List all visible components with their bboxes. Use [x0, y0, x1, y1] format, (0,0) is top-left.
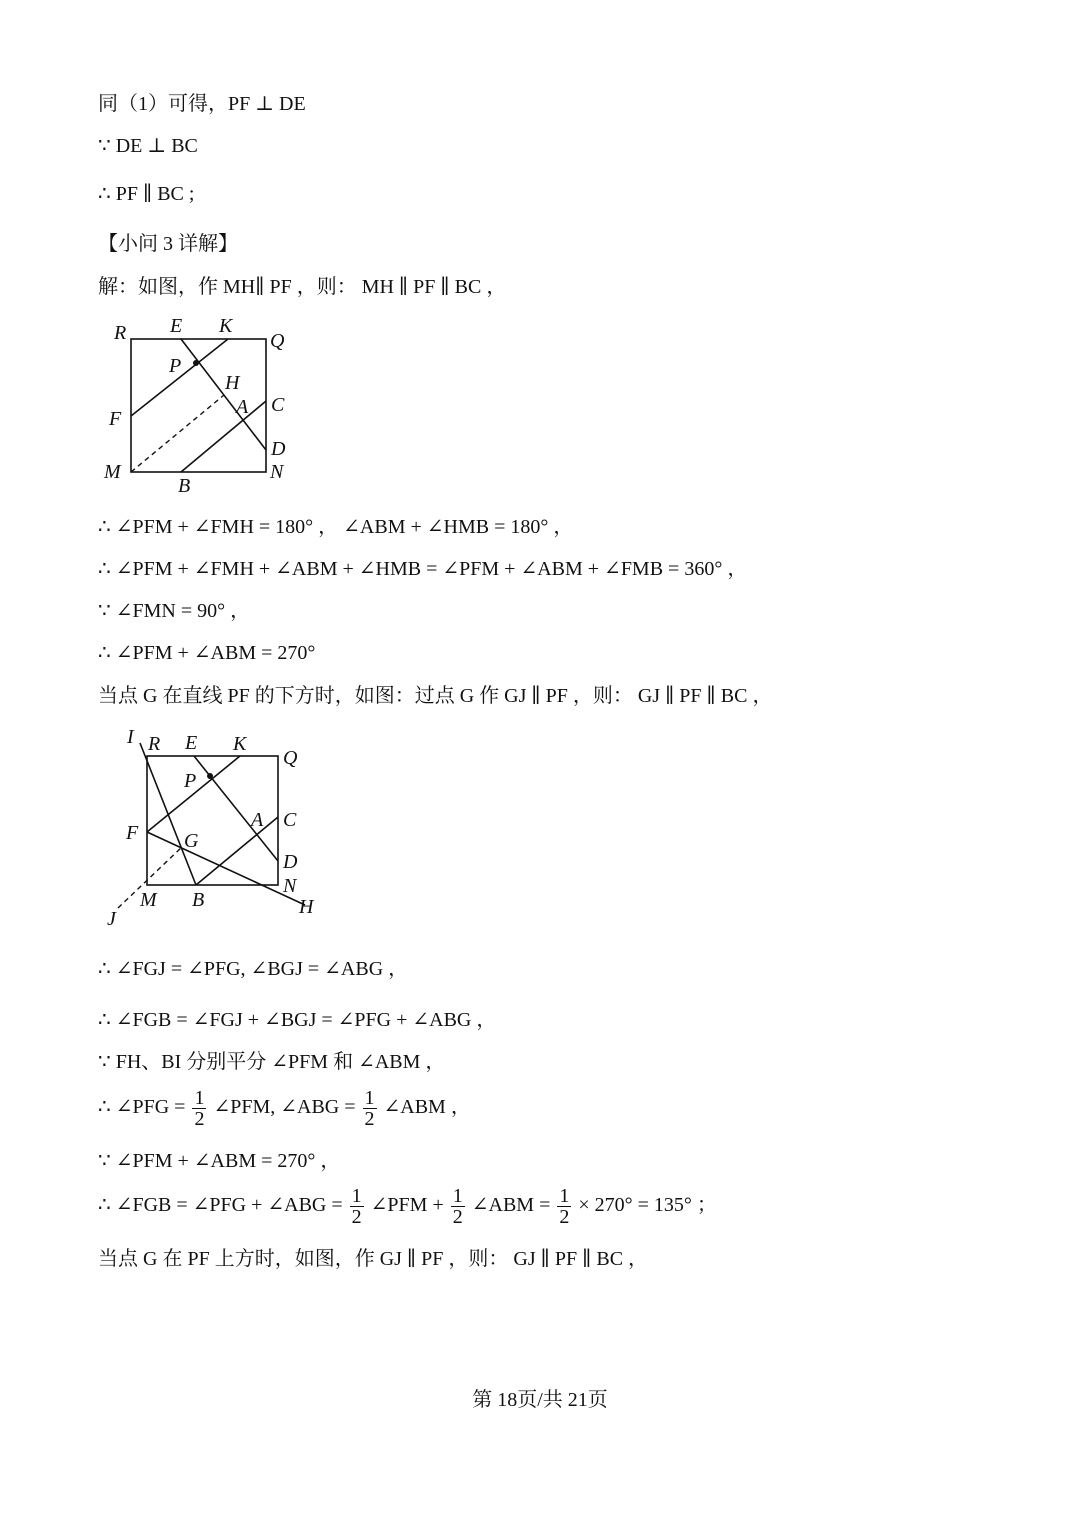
line-6: ∴ ∠PFM + ∠FMH = 180° ， ∠ABM + ∠HMB = 180° ， [98, 516, 574, 538]
line-bc [196, 817, 278, 885]
label-q: Q [270, 330, 285, 352]
line-bc [181, 401, 266, 472]
label-m: M [104, 461, 121, 483]
line-16 [98, 1186, 717, 1227]
figure-1 [98, 312, 318, 502]
label-k: K [233, 733, 247, 755]
line-16-part-a: ∴ ∠FGB = ∠PFG + ∠ABG = [98, 1194, 343, 1217]
line-9: ∴ ∠PFM + ∠ABM = 270° [98, 642, 316, 664]
line-14-part-a: ∴ ∠PFG = [98, 1096, 186, 1119]
label-f: F [109, 408, 122, 430]
label-c: C [271, 394, 285, 416]
label-b: B [178, 475, 191, 497]
label-b: B [192, 889, 205, 911]
line-7: ∴ ∠PFM + ∠FMH + ∠ABM + ∠HMB = ∠PFM + ∠ABM + ∠FMB = 360° ， [98, 558, 748, 580]
line-10: 当点 G 在直线 PF 的下方时，如图：过点 G 作 GJ ∥ PF ，则： GJ ∥ PF ∥ BC ， [98, 685, 773, 707]
label-a: A [251, 809, 264, 831]
label-c: C [283, 809, 297, 831]
frac-den: 2 [364, 1108, 375, 1130]
page-footer: 第 18页/共 21页 [472, 1389, 608, 1411]
frac-den: 2 [452, 1206, 463, 1228]
label-f: F [126, 822, 139, 844]
line-16-part-d: × 270° = 135° ； [578, 1194, 717, 1217]
line-16-part-c: ∠ABM = [471, 1194, 551, 1217]
line-12: ∴ ∠FGB = ∠FGJ + ∠BGJ = ∠PFG + ∠ABG ， [98, 1009, 497, 1031]
fraction-half [192, 1088, 206, 1129]
frac-num: 1 [194, 1087, 205, 1109]
label-n: N [283, 875, 297, 897]
label-r: R [148, 733, 161, 755]
line-2: ∵ DE ⊥ BC [98, 135, 198, 157]
label-g: G [184, 830, 199, 852]
label-j: J [107, 908, 116, 930]
label-p: P [169, 355, 182, 377]
line-15: ∵ ∠PFM + ∠ABM = 270° ， [98, 1150, 341, 1172]
line-fh [147, 832, 305, 905]
label-i: I [127, 726, 134, 748]
point-p [193, 360, 199, 366]
label-h: H [225, 372, 240, 394]
line-14-part-c: ∠ABM ， [383, 1096, 471, 1119]
line-5: 解：如图，作 MH∥ PF ，则： MH ∥ PF ∥ BC ， [98, 276, 507, 298]
frac-num: 1 [364, 1087, 375, 1109]
line-ed [181, 339, 266, 450]
line-fk [131, 339, 228, 416]
line-mh [131, 395, 224, 472]
label-d: D [271, 438, 286, 460]
line-14-part-b: ∠PFM, ∠ABG = [213, 1096, 356, 1119]
fraction-half [557, 1186, 571, 1227]
line-11: ∴ ∠FGJ = ∠PFG, ∠BGJ = ∠ABG ， [98, 958, 409, 980]
section-heading: 【小问 3 详解】 [98, 233, 238, 255]
label-a: A [236, 396, 249, 418]
label-h: H [299, 896, 314, 918]
label-p: P [184, 770, 197, 792]
label-q: Q [283, 747, 298, 769]
label-e: E [185, 732, 198, 754]
fraction-half [363, 1088, 377, 1129]
frac-den: 2 [194, 1108, 205, 1130]
frac-den: 2 [559, 1206, 570, 1228]
line-ed [194, 756, 278, 861]
frac-den: 2 [351, 1206, 362, 1228]
line-1: 同（1）可得，PF ⊥ DE [98, 93, 306, 115]
label-k: K [219, 315, 233, 337]
line-3: ∴ PF ∥ BC ; [98, 183, 195, 205]
label-e: E [170, 315, 183, 337]
line-8: ∵ ∠FMN = 90° ， [98, 600, 251, 622]
line-13: ∵ FH、BI 分别平分 ∠PFM 和 ∠ABM ， [98, 1051, 446, 1073]
figure-2 [98, 725, 328, 935]
line-16-part-b: ∠PFM + [370, 1194, 444, 1217]
point-p [207, 773, 213, 779]
fraction-half [451, 1186, 465, 1227]
label-r: R [114, 322, 127, 344]
frac-num: 1 [559, 1185, 570, 1207]
frac-num: 1 [351, 1185, 362, 1207]
line-14 [98, 1088, 471, 1129]
line-ib [140, 743, 196, 885]
label-n: N [270, 461, 284, 483]
label-m: M [140, 889, 157, 911]
line-17: 当点 G 在 PF 上方时，如图，作 GJ ∥ PF ，则： GJ ∥ PF ∥ BC ， [98, 1248, 649, 1270]
label-d: D [283, 851, 298, 873]
fraction-half [350, 1186, 364, 1227]
frac-num: 1 [452, 1185, 463, 1207]
